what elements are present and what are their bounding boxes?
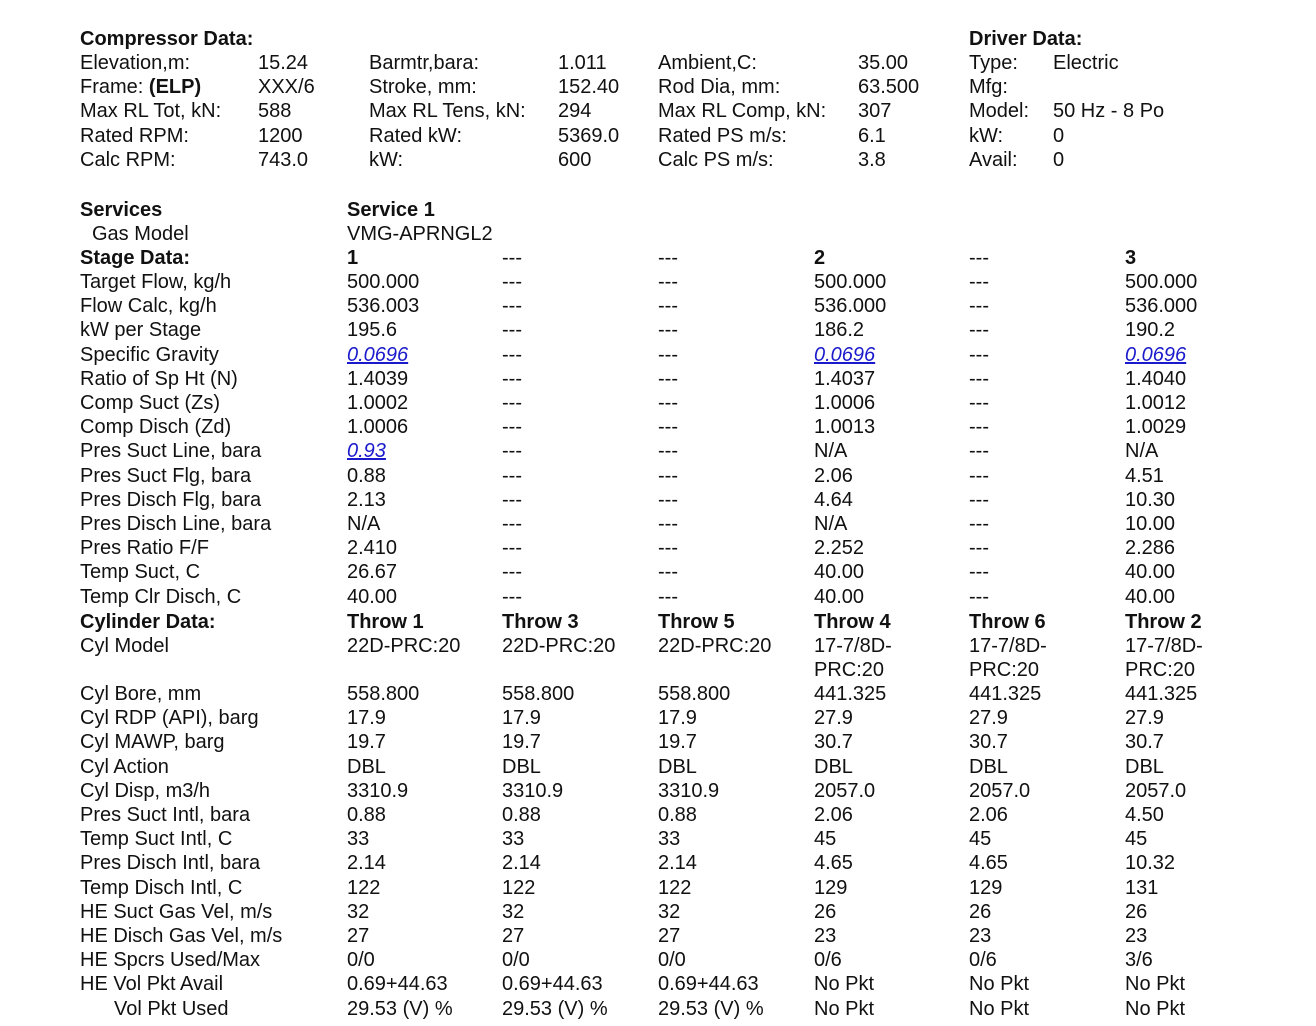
cyl-model-label: Cyl Model bbox=[80, 635, 169, 657]
stage-value: --- bbox=[969, 488, 989, 511]
compressor-field-value: 63.500 bbox=[858, 76, 920, 99]
stage-value: --- bbox=[658, 537, 678, 560]
cylinder-value: 33 bbox=[502, 828, 525, 851]
cylinder-row-label: Cyl Disp, m3/h bbox=[80, 779, 211, 802]
stage-value: --- bbox=[658, 319, 678, 342]
compressor-field-value: 152.40 bbox=[558, 76, 620, 99]
stage-column-header: --- bbox=[658, 247, 678, 269]
compressor-field-label: Frame: (ELP) bbox=[80, 76, 202, 99]
driver-data-heading: Driver Data: bbox=[969, 28, 1083, 50]
cyl-model-value: 22D-PRC:20 bbox=[502, 635, 616, 657]
cylinder-value: 23 bbox=[814, 925, 837, 947]
stage-value: --- bbox=[658, 295, 678, 318]
cylinder-value: 27.9 bbox=[814, 707, 853, 730]
cylinder-value: No Pkt bbox=[969, 973, 1030, 996]
driver-field-value: 0 bbox=[1053, 148, 1065, 171]
stage-value: 2.13 bbox=[347, 488, 386, 511]
stage-column-header: --- bbox=[502, 247, 522, 269]
cylinder-value: 558.800 bbox=[502, 683, 575, 705]
throw-header: Throw 5 bbox=[658, 611, 735, 633]
stage-value: 40.00 bbox=[1125, 561, 1176, 584]
stage-value: --- bbox=[658, 440, 678, 463]
cylinder-row-label: HE Spcrs Used/Max bbox=[80, 949, 261, 972]
stage-value: --- bbox=[502, 537, 522, 560]
cylinder-row-label: Temp Suct Intl, C bbox=[80, 828, 233, 851]
stage-value: --- bbox=[658, 561, 678, 584]
stage-row-label: Pres Disch Flg, bara bbox=[80, 488, 262, 511]
driver-field-value: 50 Hz - 8 Po bbox=[1053, 100, 1165, 123]
stage-value: --- bbox=[658, 513, 678, 535]
stage-value: --- bbox=[658, 464, 678, 487]
stage-value: 2.410 bbox=[347, 537, 398, 560]
cylinder-value: 19.7 bbox=[658, 731, 697, 754]
stage-row-label: Comp Suct (Zs) bbox=[80, 392, 221, 414]
gas-model-value: VMG-APRNGL2 bbox=[347, 223, 493, 245]
stage-value: --- bbox=[969, 271, 989, 293]
cylinder-value: 0.88 bbox=[658, 804, 697, 826]
stage-value: --- bbox=[502, 392, 522, 414]
stage-value: --- bbox=[658, 392, 678, 414]
compressor-field-label: Barmtr,bara: bbox=[369, 52, 480, 74]
stage-value-link[interactable]: 0.0696 bbox=[347, 343, 409, 366]
cylinder-value: 4.50 bbox=[1125, 804, 1164, 826]
cylinder-value: 131 bbox=[1125, 876, 1159, 899]
cylinder-value: 0/0 bbox=[347, 949, 375, 972]
cylinder-value: DBL bbox=[502, 755, 541, 778]
stage-value: --- bbox=[658, 271, 678, 293]
cylinder-value: 17.9 bbox=[502, 707, 541, 730]
cylinder-value: No Pkt bbox=[814, 997, 875, 1020]
cylinder-value: DBL bbox=[1125, 755, 1164, 778]
cylinder-value: 2057.0 bbox=[814, 779, 876, 802]
stage-row-label: Target Flow, kg/h bbox=[80, 271, 232, 293]
cylinder-value: 2057.0 bbox=[969, 779, 1031, 802]
compressor-field-label: Max RL Comp, kN: bbox=[658, 100, 827, 123]
stage-value: --- bbox=[969, 561, 989, 584]
cylinder-value: 558.800 bbox=[347, 683, 420, 705]
stage-value: --- bbox=[969, 464, 989, 487]
stage-value: --- bbox=[969, 343, 989, 366]
stage-value: --- bbox=[969, 537, 989, 560]
stage-value: --- bbox=[502, 561, 522, 584]
compressor-field-label: Rated PS m/s: bbox=[658, 124, 787, 147]
stage-value: 10.30 bbox=[1125, 488, 1176, 511]
cylinder-value: 27 bbox=[502, 925, 525, 947]
cylinder-value: 23 bbox=[1125, 925, 1148, 947]
stage-value: --- bbox=[969, 367, 989, 390]
cylinder-value: No Pkt bbox=[1125, 997, 1186, 1020]
cylinder-value: 45 bbox=[814, 828, 837, 851]
cylinder-value: 29.53 (V) % bbox=[347, 997, 453, 1020]
cylinder-value: 32 bbox=[347, 900, 370, 923]
stage-value: --- bbox=[969, 319, 989, 342]
stage-value: 536.003 bbox=[347, 295, 420, 318]
cylinder-value: 441.325 bbox=[969, 683, 1042, 705]
stage-value-link[interactable]: 0.93 bbox=[347, 440, 386, 463]
stage-value: 0.88 bbox=[347, 464, 386, 487]
cyl-model-value: 17-7/8D- bbox=[969, 635, 1047, 657]
cylinder-value: DBL bbox=[347, 755, 386, 778]
stage-column-header: 3 bbox=[1125, 247, 1137, 269]
compressor-field-value: 1200 bbox=[258, 124, 303, 147]
cyl-model-value: PRC:20 bbox=[814, 659, 885, 682]
cylinder-value: 2.14 bbox=[347, 852, 386, 875]
compressor-field-label: Rated kW: bbox=[369, 124, 462, 147]
cylinder-value: 0.69+44.63 bbox=[347, 973, 448, 996]
compressor-field-label: Rod Dia, mm: bbox=[658, 76, 781, 99]
cylinder-value: 0/0 bbox=[658, 949, 686, 972]
stage-value: --- bbox=[502, 488, 522, 511]
cylinder-value: 30.7 bbox=[814, 731, 853, 754]
cylinder-value: 2057.0 bbox=[1125, 779, 1187, 802]
stage-value: --- bbox=[502, 295, 522, 318]
stage-value: 1.0012 bbox=[1125, 392, 1187, 414]
stage-value: 500.000 bbox=[814, 271, 887, 293]
cylinder-row-label: HE Suct Gas Vel, m/s bbox=[80, 900, 273, 923]
cylinder-value: 29.53 (V) % bbox=[658, 997, 764, 1020]
cylinder-value: 0/0 bbox=[502, 949, 530, 972]
compressor-field-value: 743.0 bbox=[258, 148, 309, 171]
cylinder-value: 558.800 bbox=[658, 683, 731, 705]
stage-value: --- bbox=[502, 585, 522, 608]
cylinder-value: 27 bbox=[347, 925, 370, 947]
cylinder-value: 45 bbox=[1125, 828, 1148, 851]
driver-field-value: 0 bbox=[1053, 124, 1065, 147]
cylinder-value: 17.9 bbox=[658, 707, 697, 730]
cylinder-value: 17.9 bbox=[347, 707, 386, 730]
cylinder-value: 3310.9 bbox=[658, 779, 720, 802]
stage-value: 195.6 bbox=[347, 319, 398, 342]
stage-value: N/A bbox=[814, 440, 848, 463]
cylinder-value: 122 bbox=[347, 876, 381, 899]
compressor-field-value: 600 bbox=[558, 148, 592, 171]
cylinder-value: 441.325 bbox=[814, 683, 887, 705]
cylinder-data-heading: Cylinder Data: bbox=[80, 611, 216, 633]
stage-row-label: Pres Disch Line, bara bbox=[80, 513, 272, 535]
cylinder-value: 29.53 (V) % bbox=[502, 997, 608, 1020]
stage-value: --- bbox=[658, 343, 678, 366]
service-name: Service 1 bbox=[347, 199, 435, 221]
stage-row-label: Temp Suct, C bbox=[80, 561, 201, 584]
cylinder-value: DBL bbox=[658, 755, 697, 778]
cylinder-value: 19.7 bbox=[502, 731, 541, 754]
stage-value: --- bbox=[502, 319, 522, 342]
stage-value: 1.4037 bbox=[814, 367, 876, 390]
stage-value: --- bbox=[502, 343, 522, 366]
cyl-model-value: PRC:20 bbox=[1125, 659, 1196, 682]
cylinder-value: 2.14 bbox=[658, 852, 697, 875]
stage-value: --- bbox=[969, 440, 989, 463]
compressor-field-label: kW: bbox=[369, 148, 404, 171]
stage-value: 536.000 bbox=[814, 295, 887, 318]
cyl-model-value: 22D-PRC:20 bbox=[347, 635, 461, 657]
cylinder-value: 0/6 bbox=[969, 949, 997, 972]
stage-value: --- bbox=[502, 416, 522, 439]
cylinder-value: 0.88 bbox=[502, 804, 541, 826]
cylinder-value: 2.06 bbox=[814, 804, 853, 826]
stage-value: 1.0006 bbox=[814, 392, 876, 414]
stage-value: 1.4040 bbox=[1125, 367, 1187, 390]
stage-value: --- bbox=[658, 585, 678, 608]
cylinder-value: 26 bbox=[814, 900, 837, 923]
cylinder-value: 0.88 bbox=[347, 804, 386, 826]
cylinder-value: 45 bbox=[969, 828, 992, 851]
compressor-field-value: 15.24 bbox=[258, 52, 309, 74]
stage-value: N/A bbox=[814, 513, 848, 535]
cylinder-row-label: HE Disch Gas Vel, m/s bbox=[80, 925, 283, 947]
cylinder-value: 30.7 bbox=[969, 731, 1008, 754]
cylinder-value: No Pkt bbox=[969, 997, 1030, 1020]
stage-value: 2.252 bbox=[814, 537, 865, 560]
stage-value: 26.67 bbox=[347, 561, 398, 584]
stage-value: 186.2 bbox=[814, 319, 865, 342]
stage-value: 1.0029 bbox=[1125, 416, 1187, 439]
gas-model-label: Gas Model bbox=[92, 223, 189, 245]
compressor-field-value: XXX/6 bbox=[258, 76, 315, 99]
stage-value-link[interactable]: 0.0696 bbox=[1125, 343, 1187, 366]
stage-value: --- bbox=[502, 271, 522, 293]
cylinder-value: 0.69+44.63 bbox=[502, 973, 603, 996]
stage-value: 1.0006 bbox=[347, 416, 409, 439]
compressor-field-value: 35.00 bbox=[858, 52, 909, 74]
cylinder-value: 26 bbox=[969, 900, 992, 923]
compressor-field-label: Max RL Tens, kN: bbox=[369, 100, 526, 123]
stage-row-label: Pres Suct Line, bara bbox=[80, 440, 262, 463]
stage-row-label: Pres Ratio F/F bbox=[80, 537, 209, 560]
cylinder-value: 32 bbox=[658, 900, 681, 923]
stage-value: --- bbox=[658, 416, 678, 439]
stage-value: --- bbox=[969, 295, 989, 318]
cylinder-value: DBL bbox=[969, 755, 1008, 778]
cylinder-value: 0.69+44.63 bbox=[658, 973, 759, 996]
cylinder-value: 122 bbox=[658, 876, 692, 899]
cylinder-value: 3310.9 bbox=[347, 779, 409, 802]
cylinder-value: 122 bbox=[502, 876, 536, 899]
compressor-field-value: 294 bbox=[558, 100, 592, 123]
stage-row-label: kW per Stage bbox=[80, 319, 202, 342]
driver-field-label: Mfg: bbox=[969, 76, 1008, 99]
stage-row-label: Pres Suct Flg, bara bbox=[80, 464, 252, 487]
driver-field-label: Type: bbox=[969, 52, 1018, 74]
stage-column-header: --- bbox=[969, 247, 989, 269]
stage-value: 10.00 bbox=[1125, 513, 1176, 535]
compressor-data-heading: Compressor Data: bbox=[80, 28, 254, 50]
cylinder-value: 30.7 bbox=[1125, 731, 1164, 754]
stage-value: 1.0002 bbox=[347, 392, 409, 414]
cylinder-row-label: Pres Suct Intl, bara bbox=[80, 804, 251, 826]
driver-field-label: kW: bbox=[969, 124, 1004, 147]
stage-data-heading: Stage Data: bbox=[80, 247, 191, 269]
compressor-field-value: 1.011 bbox=[558, 52, 607, 74]
cyl-model-value: 17-7/8D- bbox=[814, 635, 892, 657]
stage-value-link[interactable]: 0.0696 bbox=[814, 343, 876, 366]
stage-value: 4.51 bbox=[1125, 464, 1164, 487]
compressor-field-label: Rated RPM: bbox=[80, 124, 189, 147]
frame-bold-code: (ELP) bbox=[148, 76, 202, 99]
cylinder-value: 27.9 bbox=[969, 707, 1008, 730]
stage-value: 1.0013 bbox=[814, 416, 876, 439]
services-label: Services bbox=[80, 199, 163, 221]
cylinder-value: 23 bbox=[969, 925, 992, 947]
compressor-field-label: Calc PS m/s: bbox=[658, 148, 774, 171]
compressor-field-label: Calc RPM: bbox=[80, 148, 176, 171]
stage-value: --- bbox=[502, 464, 522, 487]
cylinder-row-label: Temp Disch Intl, C bbox=[80, 876, 243, 899]
throw-header: Throw 1 bbox=[347, 611, 424, 633]
cylinder-value: 27.9 bbox=[1125, 707, 1164, 730]
stage-value: --- bbox=[658, 367, 678, 390]
cylinder-value: 2.14 bbox=[502, 852, 541, 875]
cylinder-row-label: Vol Pkt Used bbox=[114, 997, 229, 1020]
compressor-field-label: Ambient,C: bbox=[658, 52, 757, 74]
cylinder-value: 129 bbox=[814, 876, 848, 899]
cylinder-value: No Pkt bbox=[814, 973, 875, 996]
stage-row-label: Temp Clr Disch, C bbox=[80, 585, 242, 608]
stage-value: 1.4039 bbox=[347, 367, 409, 390]
cylinder-value: DBL bbox=[814, 755, 853, 778]
stage-row-label: Comp Disch (Zd) bbox=[80, 416, 232, 439]
cylinder-value: 4.65 bbox=[814, 852, 853, 875]
driver-field-label: Model: bbox=[969, 100, 1030, 123]
stage-value: --- bbox=[969, 416, 989, 439]
cylinder-value: 3310.9 bbox=[502, 779, 564, 802]
cylinder-value: 4.65 bbox=[969, 852, 1008, 875]
stage-value: --- bbox=[502, 513, 522, 535]
stage-row-label: Specific Gravity bbox=[80, 343, 219, 366]
stage-value: 500.000 bbox=[1125, 271, 1198, 293]
cyl-model-value: 22D-PRC:20 bbox=[658, 635, 772, 657]
stage-value: N/A bbox=[1125, 440, 1159, 463]
cylinder-row-label: Cyl RDP (API), barg bbox=[80, 707, 259, 730]
throw-header: Throw 3 bbox=[502, 611, 579, 633]
stage-value: 2.06 bbox=[814, 464, 853, 487]
stage-value: 190.2 bbox=[1125, 319, 1176, 342]
cylinder-value: 2.06 bbox=[969, 804, 1008, 826]
throw-header: Throw 2 bbox=[1125, 611, 1202, 633]
stage-value: --- bbox=[969, 513, 989, 535]
cylinder-value: 129 bbox=[969, 876, 1003, 899]
cylinder-value: 441.325 bbox=[1125, 683, 1198, 705]
cylinder-row-label: Cyl MAWP, barg bbox=[80, 731, 225, 754]
cyl-model-value: 17-7/8D- bbox=[1125, 635, 1203, 657]
stage-column-header: 1 bbox=[347, 247, 359, 269]
cylinder-value: 3/6 bbox=[1125, 949, 1153, 972]
stage-value: 500.000 bbox=[347, 271, 420, 293]
compressor-field-value: 588 bbox=[258, 100, 292, 123]
stage-value: --- bbox=[969, 392, 989, 414]
compressor-field-value: 307 bbox=[858, 100, 892, 123]
throw-header: Throw 4 bbox=[814, 611, 891, 633]
cylinder-value: 26 bbox=[1125, 900, 1148, 923]
cylinder-value: 10.32 bbox=[1125, 852, 1176, 875]
cylinder-value: 0/6 bbox=[814, 949, 842, 972]
compressor-field-value: 3.8 bbox=[858, 148, 886, 171]
stage-value: --- bbox=[502, 440, 522, 463]
stage-row-label: Flow Calc, kg/h bbox=[80, 295, 217, 318]
stage-value: N/A bbox=[347, 513, 381, 535]
throw-header: Throw 6 bbox=[969, 611, 1046, 633]
cylinder-value: 33 bbox=[347, 828, 370, 851]
stage-value: --- bbox=[969, 585, 989, 608]
stage-value: 40.00 bbox=[347, 585, 398, 608]
stage-column-header: 2 bbox=[814, 247, 826, 269]
stage-value: 40.00 bbox=[814, 561, 865, 584]
stage-value: 40.00 bbox=[1125, 585, 1176, 608]
compressor-field-label: Elevation,m: bbox=[80, 52, 191, 74]
cylinder-row-label: HE Vol Pkt Avail bbox=[80, 973, 224, 996]
cylinder-row-label: Cyl Action bbox=[80, 755, 169, 778]
driver-field-label: Avail: bbox=[969, 148, 1018, 171]
stage-value: 40.00 bbox=[814, 585, 865, 608]
stage-value: --- bbox=[502, 367, 522, 390]
cylinder-row-label: Cyl Bore, mm bbox=[80, 683, 202, 705]
compressor-field-value: 5369.0 bbox=[558, 124, 620, 147]
compressor-field-label: Max RL Tot, kN: bbox=[80, 100, 222, 123]
stage-value: 4.64 bbox=[814, 488, 853, 511]
cylinder-value: No Pkt bbox=[1125, 973, 1186, 996]
stage-value: --- bbox=[658, 488, 678, 511]
cylinder-value: 32 bbox=[502, 900, 525, 923]
cylinder-value: 27 bbox=[658, 925, 681, 947]
cyl-model-value: PRC:20 bbox=[969, 659, 1040, 682]
compressor-field-label: Stroke, mm: bbox=[369, 76, 477, 99]
cylinder-value: 33 bbox=[658, 828, 681, 851]
stage-value: 2.286 bbox=[1125, 537, 1176, 560]
driver-field-value: Electric bbox=[1053, 52, 1119, 74]
stage-row-label: Ratio of Sp Ht (N) bbox=[80, 367, 238, 390]
cylinder-value: 19.7 bbox=[347, 731, 386, 754]
stage-value: 536.000 bbox=[1125, 295, 1198, 318]
cylinder-row-label: Pres Disch Intl, bara bbox=[80, 852, 261, 875]
compressor-field-value: 6.1 bbox=[858, 124, 886, 147]
